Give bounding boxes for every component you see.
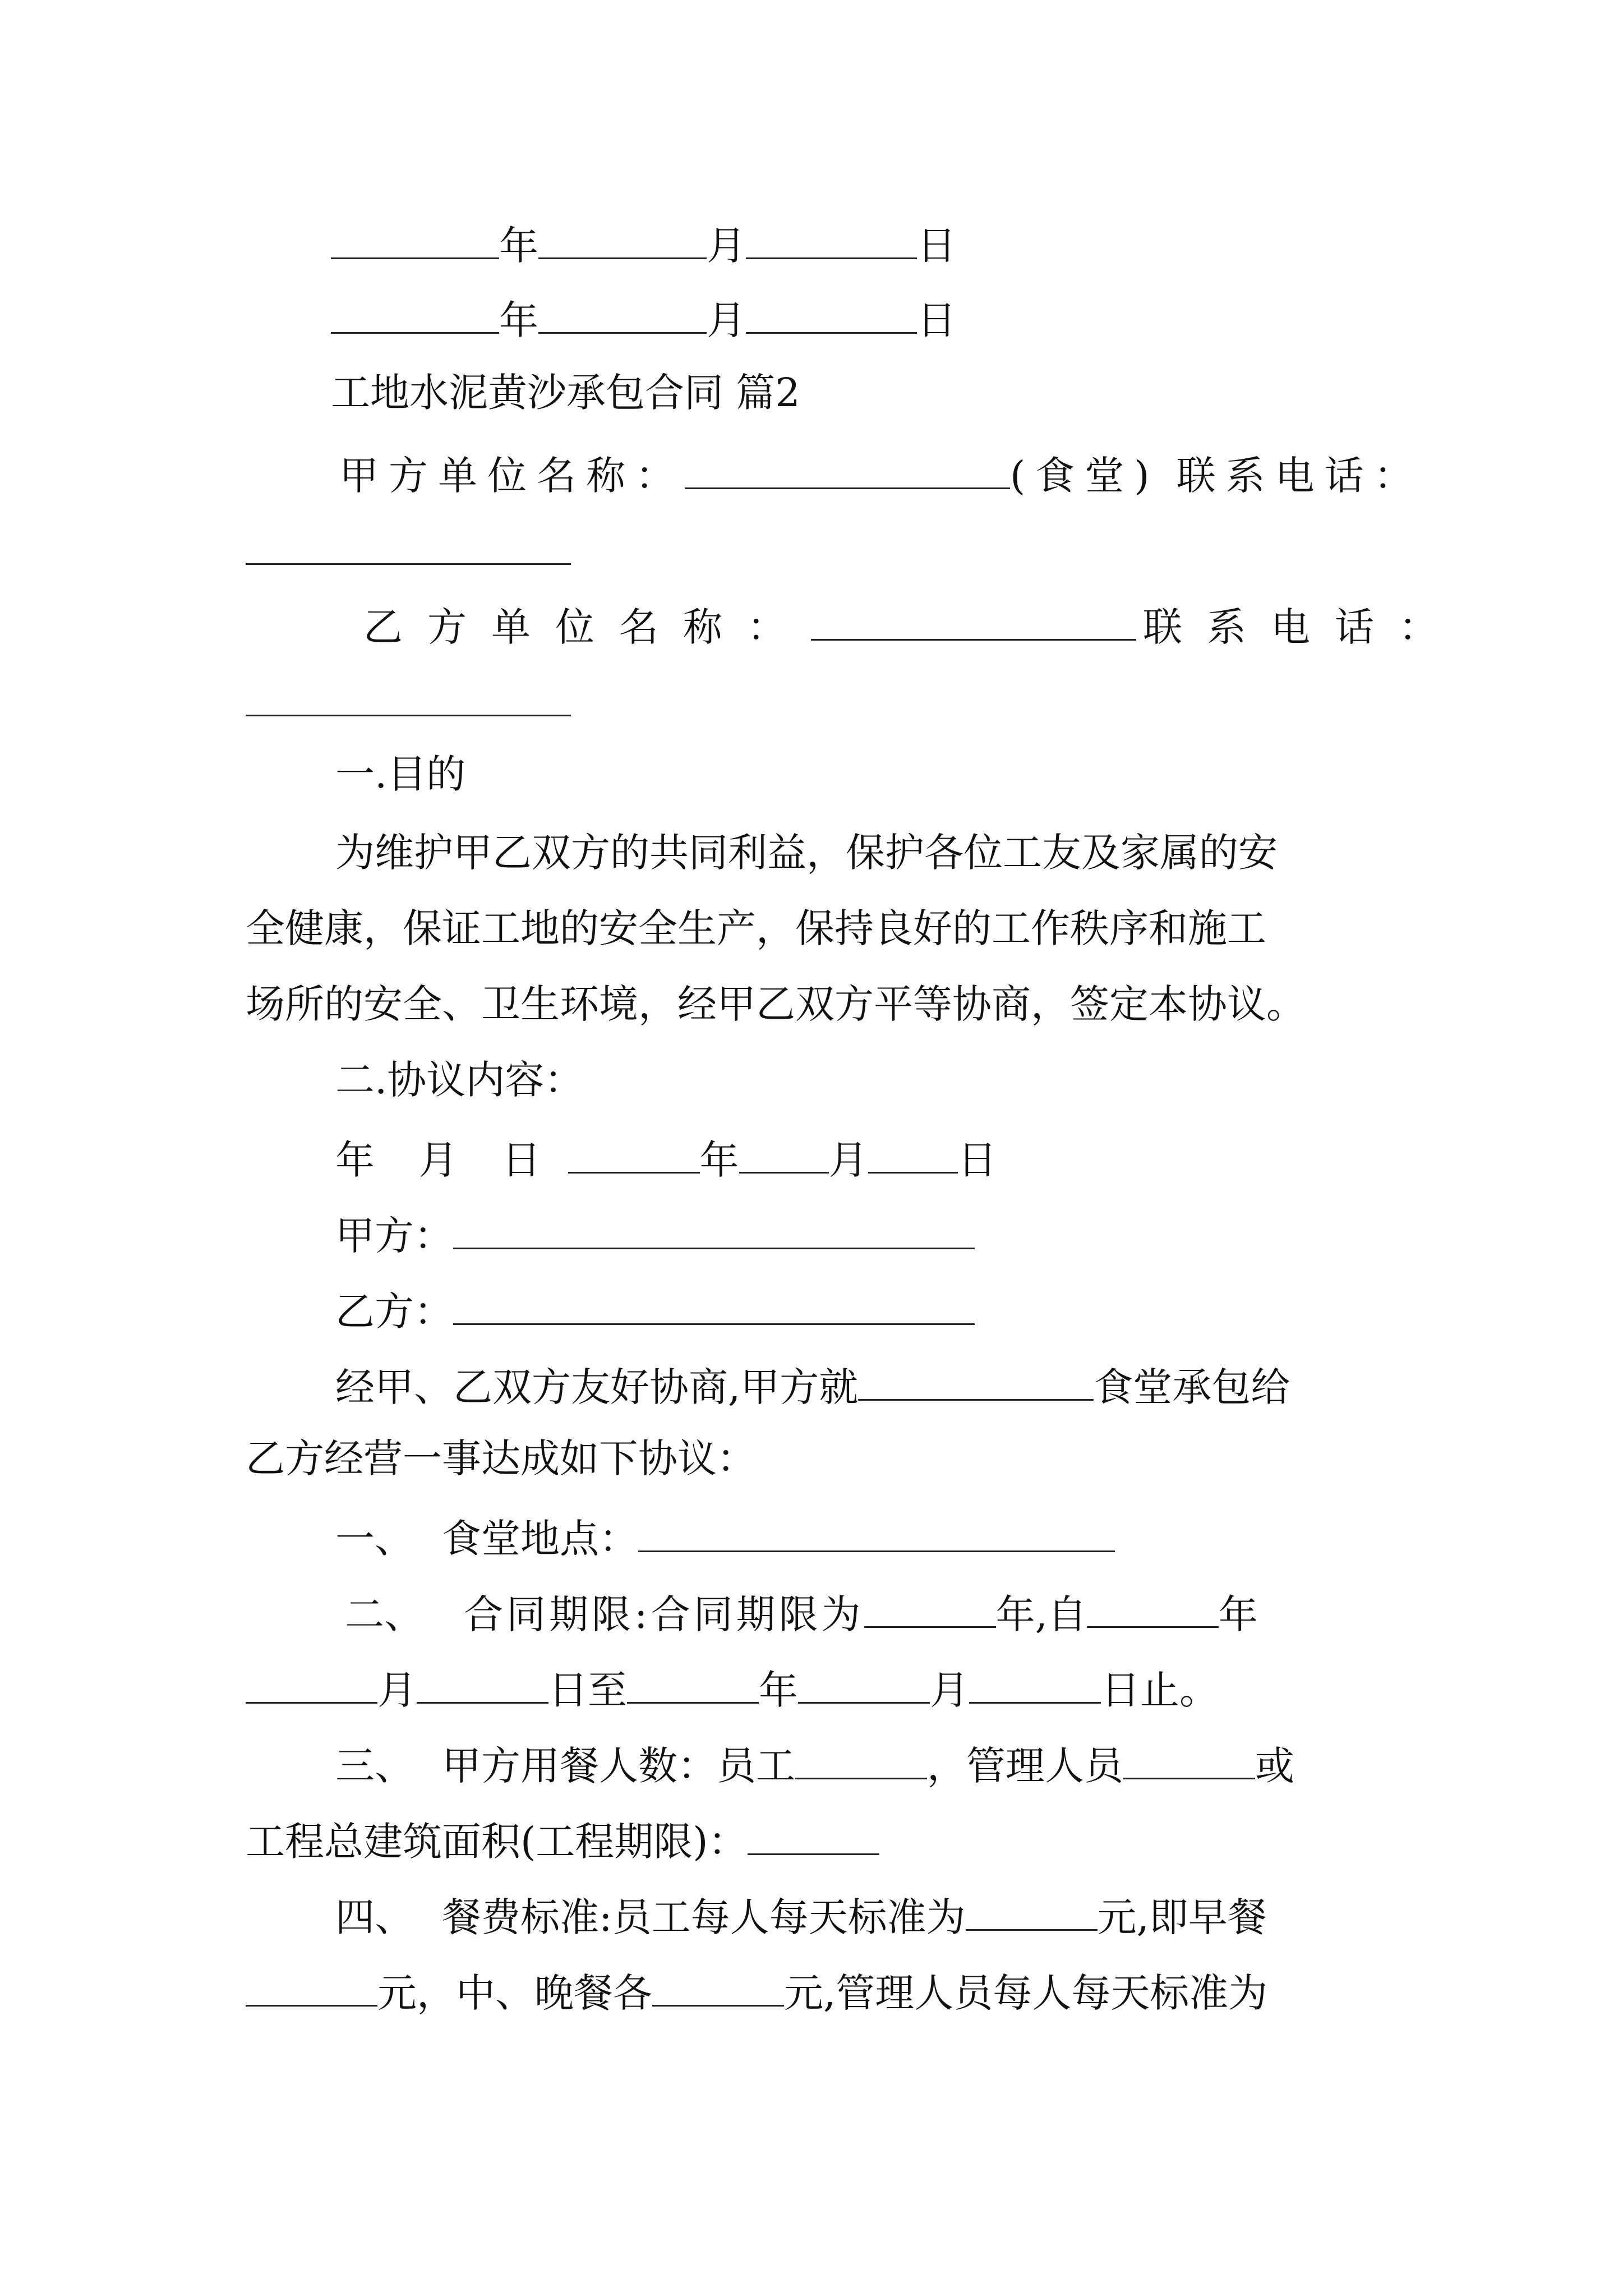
item-text: 年,自 xyxy=(995,1591,1087,1637)
day-blank xyxy=(746,222,917,259)
party-b-sign-blank xyxy=(453,1287,975,1325)
agreement-intro-line2: 乙方经营一事达成如下协议： xyxy=(246,1435,756,1481)
manager-count-blank xyxy=(1123,1742,1255,1779)
item-number: 三、 xyxy=(335,1743,414,1789)
date-line xyxy=(331,222,956,269)
party-a-label: 甲方单位名称： xyxy=(339,453,685,499)
party-b-sign xyxy=(335,1287,975,1335)
start-year-blank xyxy=(1087,1590,1219,1628)
day-label: 日 xyxy=(957,1137,997,1183)
item-text: 或 xyxy=(1255,1743,1294,1789)
intro-part2: 食堂承包给 xyxy=(1094,1364,1290,1410)
item-3 xyxy=(335,1742,1294,1789)
party-a-sign xyxy=(335,1212,975,1259)
start-month-blank xyxy=(246,1666,377,1704)
party-b-label: 乙方单位名称： xyxy=(363,604,811,650)
item-3-line2 xyxy=(246,1818,879,1865)
month-label: 月 xyxy=(377,1667,417,1713)
month-blank xyxy=(538,296,707,334)
party-b-line xyxy=(363,603,1463,650)
end-day-blank xyxy=(969,1666,1101,1704)
item-2 xyxy=(345,1590,1258,1637)
item-text: 餐费标准:员工每人每天标准为 xyxy=(442,1894,966,1940)
month-label: 月 xyxy=(930,1667,969,1713)
item-text: ，管理人员 xyxy=(927,1743,1123,1789)
item-4-line2 xyxy=(246,1969,1268,2016)
party-a-sign-blank xyxy=(453,1212,975,1249)
party-b-name-blank xyxy=(811,603,1136,641)
canteen-label: (食堂) xyxy=(1010,453,1160,499)
end-year-blank xyxy=(627,1666,759,1704)
party-b-phone-blank xyxy=(246,714,571,716)
year-blank xyxy=(568,1136,700,1174)
party-a-phone-blank xyxy=(246,563,571,565)
month-blank xyxy=(739,1136,829,1174)
year-label: 年 xyxy=(499,223,538,269)
years-blank xyxy=(864,1590,996,1628)
party-a-name-blank xyxy=(685,452,1010,489)
meal-rate-blank xyxy=(652,1969,784,2007)
date-line-2 xyxy=(335,1136,997,1183)
party-b-sign-label: 乙方： xyxy=(335,1289,453,1335)
date-prefix: 年 月 日 xyxy=(335,1137,557,1183)
item-text: 合同期限:合同期限为 xyxy=(464,1591,864,1637)
day-label: 日 xyxy=(917,223,956,269)
intro-part1: 经甲、乙双方友好协商,甲方就 xyxy=(335,1364,859,1410)
item-text: 元,即早餐 xyxy=(1097,1894,1267,1940)
party-a-phone-label: 联系电话： xyxy=(1176,453,1423,499)
end-month-blank xyxy=(798,1666,930,1704)
staff-count-blank xyxy=(795,1742,927,1779)
start-day-blank xyxy=(417,1666,548,1704)
day-blank xyxy=(868,1136,958,1174)
paragraph-line: 场所的安全、卫生环境，经甲乙双方平等协商，签定本协议。 xyxy=(246,981,1306,1027)
item-text: 元,管理人员每人每天标准为 xyxy=(784,1970,1268,2016)
breakfast-blank xyxy=(246,1969,377,2007)
item-text: 食堂地点： xyxy=(442,1516,638,1562)
item-1 xyxy=(335,1515,1115,1562)
party-a-sign-label: 甲方： xyxy=(335,1213,453,1259)
year-label: 年 xyxy=(699,1137,739,1183)
year-blank xyxy=(331,296,499,334)
item-number: 二、 xyxy=(345,1591,423,1637)
year-label: 年 xyxy=(499,297,538,343)
item-text: 工程总建筑面积(工程期限)： xyxy=(246,1819,748,1865)
item-text: 年 xyxy=(1218,1591,1258,1637)
item-number: 四、 xyxy=(335,1894,414,1940)
day-to-label: 日至 xyxy=(548,1667,627,1713)
item-text: 元，中、晚餐各 xyxy=(377,1970,652,2016)
end-label: 日止。 xyxy=(1101,1667,1219,1713)
month-label: 月 xyxy=(707,223,746,269)
location-blank xyxy=(638,1515,1115,1552)
agreement-intro xyxy=(335,1363,1290,1410)
party-a-line xyxy=(339,452,1423,499)
month-label: 月 xyxy=(707,297,746,343)
staff-rate-blank xyxy=(966,1893,1098,1931)
item-4 xyxy=(335,1893,1267,1940)
canteen-name-blank xyxy=(858,1363,1094,1401)
month-blank xyxy=(538,222,707,259)
section-title: 工地水泥黄沙承包合同 篇2 xyxy=(331,370,800,416)
paragraph-line: 为维护甲乙双方的共同利益，保护各位工友及家属的安 xyxy=(335,830,1278,876)
item-text: 甲方用餐人数：员工 xyxy=(442,1743,795,1789)
item-number: 一、 xyxy=(335,1516,414,1562)
day-label: 日 xyxy=(917,297,956,343)
day-blank xyxy=(746,296,917,334)
paragraph-line: 全健康，保证工地的安全生产，保持良好的工作秩序和施工 xyxy=(246,905,1266,951)
month-label: 月 xyxy=(828,1137,868,1183)
party-b-phone-label: 联系电话： xyxy=(1143,604,1463,650)
year-blank xyxy=(331,222,499,259)
year-label: 年 xyxy=(759,1667,798,1713)
heading-content: 二.协议内容： xyxy=(335,1057,584,1103)
item-2-line2 xyxy=(246,1666,1219,1713)
heading-purpose: 一.目的 xyxy=(335,751,466,797)
area-blank xyxy=(748,1818,879,1855)
date-line xyxy=(331,296,956,343)
